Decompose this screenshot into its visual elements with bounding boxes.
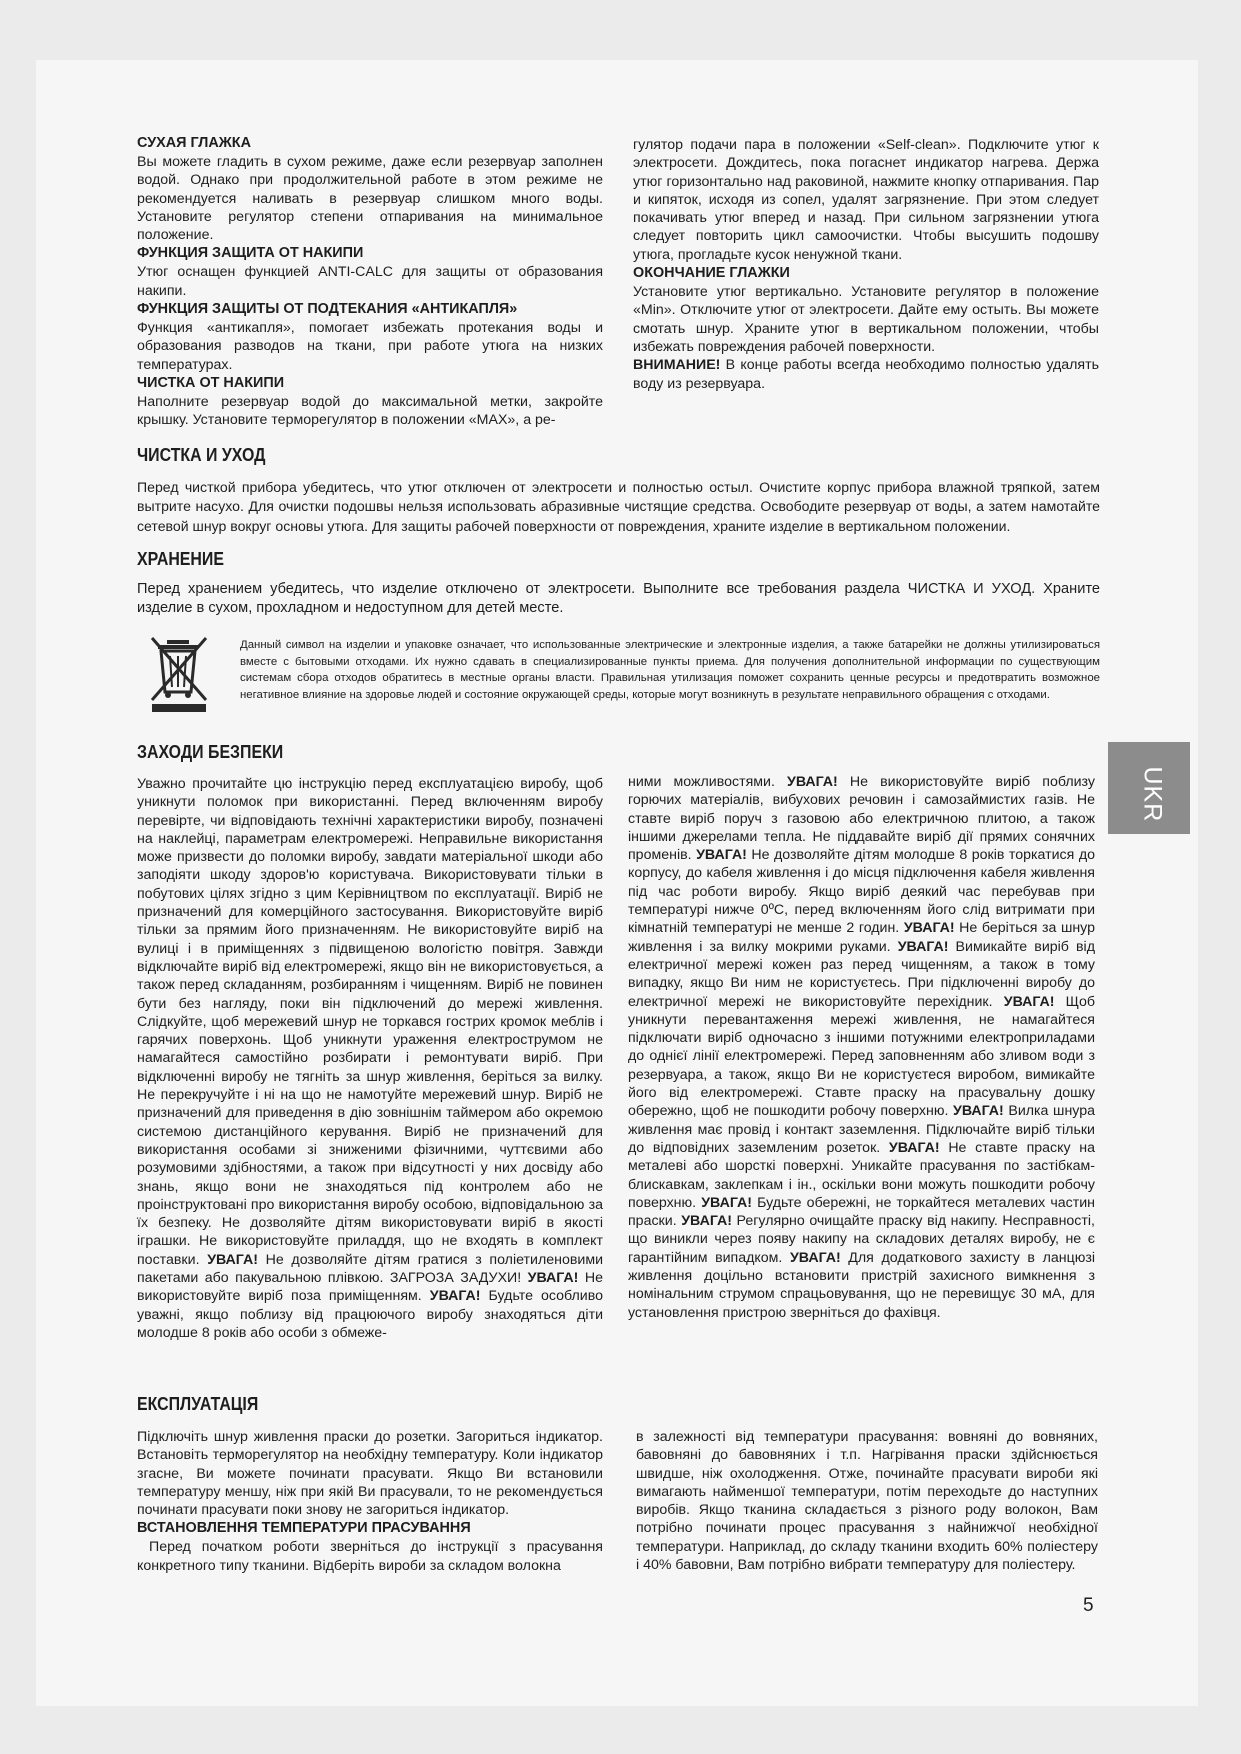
warning-label: УВАГА! [787, 774, 838, 790]
safety-text-8: Не беріться за шнур живлення і за вилку мокрими руками. [628, 920, 1095, 955]
temperature-heading: ВСТАНОВЛЕННЯ ТЕМПЕРАТУРИ ПРАСУВАННЯ [137, 1520, 471, 1537]
safety-text-6: Не використовуйте виріб поблизу горючих матеріалів, вибухових речовин і самозаймистих газів. Не ставте виріб поруч з газовою або електричною плитою, а також іншими джерелами тепла. Не піддавайте виріб дії прямих сонячних променів. [628, 774, 1095, 864]
safety-text-4: Будьте особливо уважні, якщо поблизу від працюючого виробу знаходяться діти молодше 8 років або особи з обмеже- [137, 1288, 603, 1341]
attention-label: ВНИМАНИЕ! [633, 357, 721, 374]
safety-text-3: Не використовуйте виріб поза приміщенням. [137, 1270, 603, 1305]
descaling-text: Наполните резервуар водой до максимальной метки, закройте крышку. Установите терморегулятор в положении «MAX», а ре- [137, 393, 603, 429]
care-paragraph: Перед чисткой прибора убедитесь, что утюг отключен от электросети и полностью остыл. Очистите корпус прибора влажной тряпкой, затем вытрите насухо. Для очистки подошвы нельзя использовать абразивные чистящие средства. Освободите резервуар от воды, а затем намотайте сетевой шнур вокруг основы утюга. Для защиты рабочей поверхности от повреждения, храните изделие в вертикальном положении. [137, 479, 1100, 534]
safety-heading: ЗАХОДИ БЕЗПЕКИ [137, 741, 284, 762]
anti-calc-text: Утюг оснащен функцией ANTI-CALC для защиты от образования накипи. [137, 264, 603, 299]
warning-label: УВАГА! [1003, 993, 1055, 1010]
warning-label: УВАГА! [701, 1194, 752, 1211]
safety-text-11: Вилка шнура живлення має провід і контакт заземлення. Підключайте виріб тільки до відповідних заземленим розеток. [628, 1103, 1095, 1156]
attention-paragraph [633, 356, 1099, 393]
safety-left-text [137, 775, 603, 1342]
operation-right-column [636, 1428, 1098, 1574]
dry-ironing-heading: СУХАЯ ГЛАЖКА [137, 135, 251, 151]
warning-label: УВАГА! [207, 1251, 258, 1268]
weee-text: Данный символ на изделии и упаковке означает, что использованные электрические и электронные изделия, а также батарейки не должны утилизироваться вместе с бытовыми отходами. Их нужно сдавать в специализированные пункты приема. Для получения дополнительной информации по существующим системам сбора отходов обратитесь в местные органы власти. Правильная утилизация поможет сохранить ценные ресурсы и предотвратить возможное негативное влияние на здоровье людей и состояние окружающей среды, которые могут возникнуть в результате неправильного обращения с отходами. [240, 639, 1100, 701]
descaling-text-continued: гулятор подачи пара в положении «Self-clean». Подключите утюг к электросети. Дождитесь, пока погаснет индикатор нагрева. Держа утюг горизонтально над раковиной, нажмите кнопку отпаривания. Пар и кипяток, исходя из сопел, удалят загрязнение. При этом следует покачивать утюг вперед и назад. При сильном загрязнении утюга следует повторить цикл самоочистки. Чтобы высушить подошву утюга, прогладьте кусок ненужной ткани. [633, 137, 1099, 263]
operation-left-text: Підключіть шнур живлення праски до розетки. Загориться індикатор. Встановіть терморегулятор на необхідну температуру. Коли індикатор згасне, Ви можете починати прасувати. Якщо Ви встановили температуру меншу, ніж при якій Ви прасували, то не рекомендується починати прасувати поки знову не загориться індикатор. [137, 1429, 603, 1519]
safety-right-column [628, 773, 1095, 1322]
storage-text [137, 580, 1100, 619]
safety-text-9: Вимикайте виріб від електричної мережі кожен раз перед чищенням, а також в тому випадку, якщо Ви ним не користуєтесь. При підключенні виробу до електричної мережі не використовуйте перехідник. [628, 938, 1095, 1010]
anti-drip-text: Функция «антикапля», помогает избежать протекания воды и образования разводов на ткани, при работе утюга на низких температурах. [137, 320, 603, 373]
warning-label: УВАГА! [527, 1270, 579, 1287]
anti-calc-heading: ФУНКЦИЯ ЗАЩИТА ОТ НАКИПИ [137, 245, 364, 262]
care-text [137, 478, 1100, 536]
page-number: 5 [1083, 1595, 1094, 1616]
care-heading: ЧИСТКА И УХОД [137, 444, 266, 465]
language-tab-label: UKR [1138, 766, 1167, 823]
safety-text-1: Уважно прочитайте цю інструкцію перед експлуатацією виробу, щоб уникнути поломок при використанні. Перед включенням виробу перевірте, чи відповідають технічні характеристики виробу, позначені на наклейці, параметрам електромережі. Неправильне використання може призвести до поломки виробу, завдати матеріальної шкоди або заподіяти шкоду здоров'ю користувача. Використовувати тільки в побутових цілях згідно з цим Керівництвом по експлуатації. Виріб не призначений для комерційного застосування. Використовуйте виріб тільки за прямим його призначенням. Не використовуйте виріб на вулиці і в приміщеннях з підвищеною вологістю повітря. Завжди відключайте виріб від електромережі, якщо він не використовується, а також перед складанням, розбиранням і чищенням. Виріб не повинен бути без нагляду, поки він підключений до мережі живлення. Слідкуйте, щоб мережевий шнур не торкався гострих кромок меблів і гарячих поверхонь. Щоб уникнути ураження електрострумом не намагайтеся самостійно розбирати і ремонтувати виріб. При відключенні виробу не тягніть за шнур живлення, беріться за вилку. Не перекручуйте і ні на що не намотуйте мережевий шнур. Виріб не призначений для приведення в дію зовнішнім таймером або окремою системою дистанційного керування. Виріб не призначений для використання особами зі зниженими фізичними, чуттєвими або розумовими здібностями, а також при відсутності у них досвіду або знань, якщо вони не знаходяться під контролем або не проінструктовані про використання виробу особою, відповідальною за їх безпеку. Не дозволяйте дітям використовувати виріб в якості іграшки. Не використовуйте приладдя, що не входять в комплект поставки. [137, 776, 603, 1268]
warning-label: УВАГА! [789, 1249, 841, 1266]
top-right-column [633, 136, 1099, 393]
safety-text-14: Регулярно очищайте праску від накипу. Несправності, що виникли через появу накипу на складових деталях виробу, не є гарантійним випадком. [628, 1213, 1095, 1266]
safety-text-13: Будьте обережні, не торкайтеся металевих частин праски. [628, 1194, 1095, 1230]
language-tab [1108, 742, 1190, 834]
safety-text-10: Щоб уникнути перевантаження мережі живлення, не намагайтеся підключати виріб одночасно з іншими потужними електроприладами до однієї лінії електромережі. Перед заповненням або зливом води з резервуара, а також, якщо Ви не користуєтеся виробом, вимикайте його від електромережі. Ставте праску на прасувальну дошку обережно, щоб не пошкодити робочу поверхню. [628, 993, 1095, 1120]
dry-ironing-text: Вы можете гладить в сухом режиме, даже если резервуар заполнен водой. Однако при продолжительной работе в этом режиме не рекомендуется наливать в резервуар слишком много воды. Установите регулятор степени отпаривания на минимальное положение. [137, 154, 603, 244]
anti-drip-heading: ФУНКЦИЯ ЗАЩИТЫ ОТ ПОДТЕКАНИЯ «АНТИКАПЛЯ» [137, 301, 518, 318]
warning-label: УВАГА! [897, 938, 949, 955]
end-ironing-text: Установите утюг вертикально. Установите регулятор в положение «Min». Отключите утюг от электросети. Дайте ему остыть. Вы можете смотать шнур. Храните утюг в вертикальном положении, чтобы избежать повреждения рабочей поверхности. [633, 284, 1099, 355]
safety-left-column [137, 775, 603, 1342]
safety-text-12: Не ставте праску на металеві або шорсткі поверхні. Уникайте прасування по застібкам-блискавкам, заклепкам і ін., оскільки вони можуть пошкодити робочу поверхню. [628, 1139, 1095, 1211]
attention-text: В конце работы всегда необходимо полностью удалять воду из резервуара. [633, 357, 1099, 392]
warning-label: УВАГА! [903, 920, 955, 937]
storage-paragraph: Перед хранением убедитесь, что изделие отключено от электросети. Выполните все требования раздела ЧИСТКА И УХОД. Храните изделие в сухом, прохладном и недоступном для детей месте. [137, 581, 1100, 617]
safety-text-2: Не дозволяйте дітям гратися з поліетиленовими пакетами або пакувальною плівкою. ЗАГРОЗА ЗАДУХИ! [137, 1251, 603, 1287]
warning-label: УВАГА! [429, 1288, 481, 1305]
top-left-column [137, 134, 603, 430]
crossed-bin-icon [148, 636, 210, 714]
warning-label: УВАГА! [953, 1103, 1004, 1120]
weee-notice [240, 637, 1100, 703]
end-ironing-heading: ОКОНЧАНИЕ ГЛАЖКИ [633, 265, 790, 282]
safety-text-5: ними можливостями. [628, 774, 788, 790]
operation-heading: ЕКСПЛУАТАЦІЯ [137, 1393, 259, 1414]
warning-label: УВАГА! [681, 1213, 732, 1230]
descaling-heading: ЧИСТКА ОТ НАКИПИ [137, 374, 285, 391]
temperature-text: Перед початком роботи зверніться до інструкції з прасування конкретного типу тканини. Відберіть вироби за складом волокна [137, 1539, 603, 1574]
safety-right-text [628, 773, 1095, 1322]
storage-heading: ХРАНЕНИЕ [137, 548, 224, 569]
warning-label: УВАГА! [888, 1139, 940, 1156]
warning-label: УВАГА! [696, 847, 747, 864]
safety-text-15: Для додаткового захисту в ланцюзі живлення доцільно встановити пристрій захисного вимкнення з номінальним струмом спрацьовування, що не перевищує 30 мА, для установлення пристрою зверніться до фахівця. [628, 1249, 1096, 1321]
safety-text-7: Не дозволяйте дітям молодше 8 років торкатися до корпусу, до кабеля живлення і до місця підключення кабеля живлення під час роботи виробу. Якщо виріб деякий час перебував при температурі нижче 0ºC, перед включенням його слід витримати при кімнатній температурі не менше 2 годин. [628, 847, 1096, 937]
operation-right-text: в залежності від температури прасування: вовняні до вовняних, бавовняні до бавовняних і т.п. Нагрівання праски здійснюється швидше, ніж охолодження. Отже, починайте прасувати вироби які вимагають найменшої температури, потім переходьте до наступних виробів. Якщо тканина складається з різного роду волокон, Вам потрібно починати процес прасування з найнижчої необхідної температури. Наприклад, до складу тканини входить 60% поліестеру і 40% бавовни, Вам потрібно вибрати температуру для поліестеру. [636, 1429, 1098, 1574]
operation-left-column [137, 1428, 603, 1575]
